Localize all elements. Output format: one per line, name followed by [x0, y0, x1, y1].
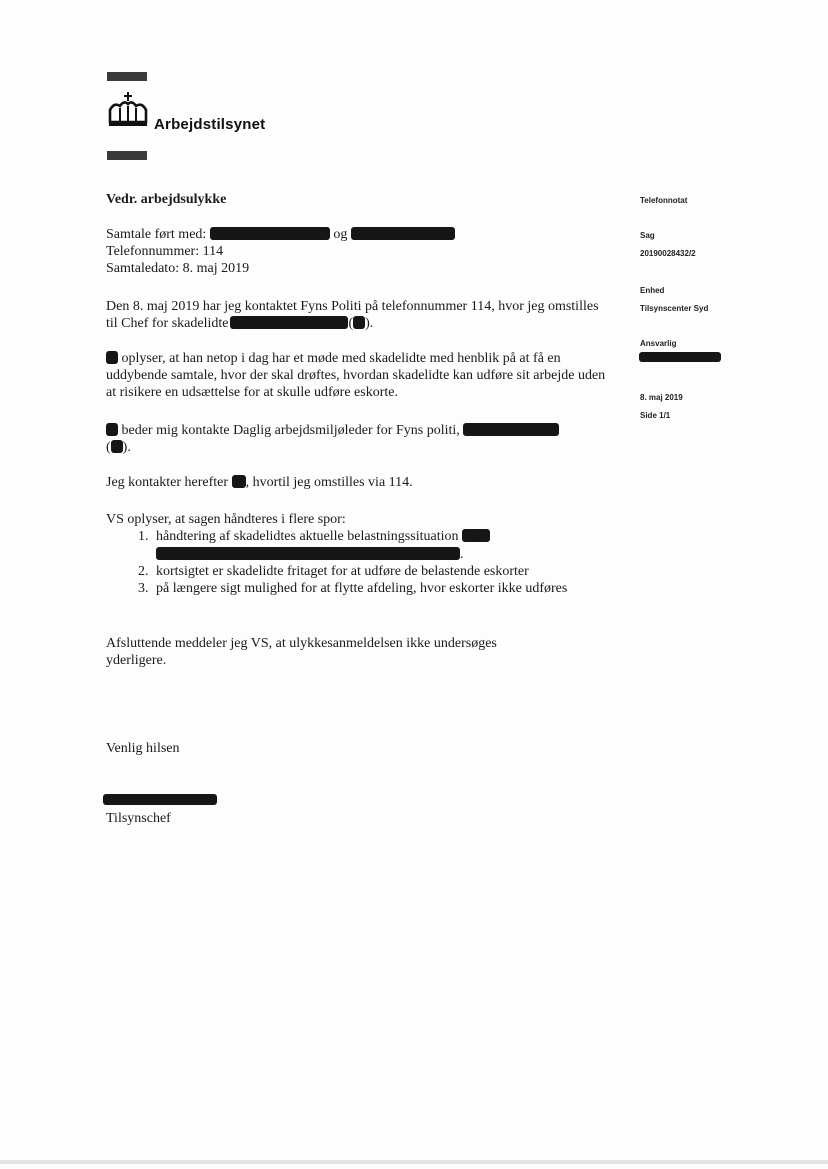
list-item: 3. på længere sigt mulighed for at flytte afdeling, hvor eskorter ikke udføres	[152, 580, 606, 597]
paragraph-1	[106, 298, 606, 332]
conversation-info	[106, 226, 606, 277]
sag-label: Sag	[640, 231, 655, 240]
list-item-1-text: håndtering af skadelidtes aktuelle belastningssituation	[156, 529, 459, 544]
ansvarlig-redaction	[639, 352, 721, 362]
doc-date: 8. maj 2019	[640, 393, 683, 402]
redaction	[210, 227, 330, 240]
org-name: Arbejdstilsynet	[154, 116, 266, 133]
redaction	[353, 316, 365, 329]
date-line: Samtaledato: 8. maj 2019	[106, 261, 250, 276]
signature-redaction	[103, 794, 217, 805]
paragraph-5	[106, 511, 606, 597]
redaction	[462, 529, 490, 542]
paragraph-4-text	[106, 474, 606, 491]
paragraph-3-text	[106, 422, 606, 456]
conversation-with-label: Samtale ført med:	[106, 227, 207, 242]
redaction	[111, 440, 123, 453]
paragraph-3-part-b: (	[106, 440, 111, 455]
paragraph-5-text: VS oplyser, at sagen håndteres i flere spor:	[106, 512, 346, 527]
redaction	[463, 423, 559, 436]
phone-line: Telefonnummer: 114	[106, 244, 224, 259]
paragraph-4-part-b: , hvortil jeg omstilles via 114.	[245, 475, 413, 490]
page-number: Side 1/1	[640, 411, 671, 420]
paragraph-1-part-a: Den 8. maj 2019 har jeg kontaktet Fyns Politi på telefonnummer 114, hvor jeg omstilles til Chef for skadelidte	[106, 299, 599, 331]
paragraph-3	[106, 422, 606, 456]
redaction	[351, 227, 455, 240]
logo-top-bar	[107, 72, 147, 81]
redaction	[156, 547, 460, 560]
paragraph-2-text	[106, 350, 606, 401]
paragraph-1-part-b: (	[348, 316, 354, 331]
paragraph-2	[106, 350, 606, 401]
list-item: 2. kortsigtet er skadelidte fritaget for at udføre de belastende eskorter	[152, 563, 606, 580]
redaction	[106, 351, 118, 364]
redaction	[230, 316, 348, 329]
crown-logo-icon	[106, 92, 150, 128]
redaction	[232, 475, 246, 488]
paragraph-6	[106, 635, 546, 669]
and-word: og	[333, 227, 348, 242]
paragraph-1-part-c: ).	[365, 316, 374, 331]
paragraph-3-part-c: ).	[122, 440, 131, 455]
enhed-value: Tilsynscenter Syd	[640, 304, 709, 313]
closing: Venlig hilsen	[106, 741, 180, 756]
ansvarlig-label: Ansvarlig	[640, 339, 677, 348]
paragraph-6-text: Afsluttende meddeler jeg VS, at ulykkesanmeldelsen ikke undersøges yderligere.	[106, 636, 497, 668]
conversation-with-line	[106, 226, 606, 243]
redaction	[106, 423, 118, 436]
paragraph-4-part-a: Jeg kontakter herefter	[106, 475, 229, 490]
scan-edge	[0, 1160, 828, 1164]
tracks-list	[106, 528, 606, 597]
paragraph-4	[106, 474, 606, 491]
signer-title: Tilsynschef	[106, 811, 171, 826]
paragraph-1-text	[106, 298, 606, 332]
enhed-label: Enhed	[640, 286, 665, 295]
paragraph-3-part-a: beder mig kontakte Daglig arbejdsmiljøleder for Fyns politi,	[121, 423, 460, 438]
sag-value: 20190028432/2	[640, 249, 696, 258]
list-item: 1. håndtering af skadelidtes aktuelle belastningssituation .	[152, 528, 606, 563]
subject-line: Vedr. arbejdsulykke	[106, 192, 227, 207]
doc-type: Telefonnotat	[640, 196, 688, 205]
logo-bottom-bar	[107, 151, 147, 160]
paragraph-2-body: oplyser, at han netop i dag har et møde med skadelidte med henblik på at få en uddybende samtale, hvor der skal drøftes, hvordan skadelidte kan udføre sit arbejde uden at risikere en udsættelse for at skulle udføre eskorte.	[106, 351, 606, 400]
